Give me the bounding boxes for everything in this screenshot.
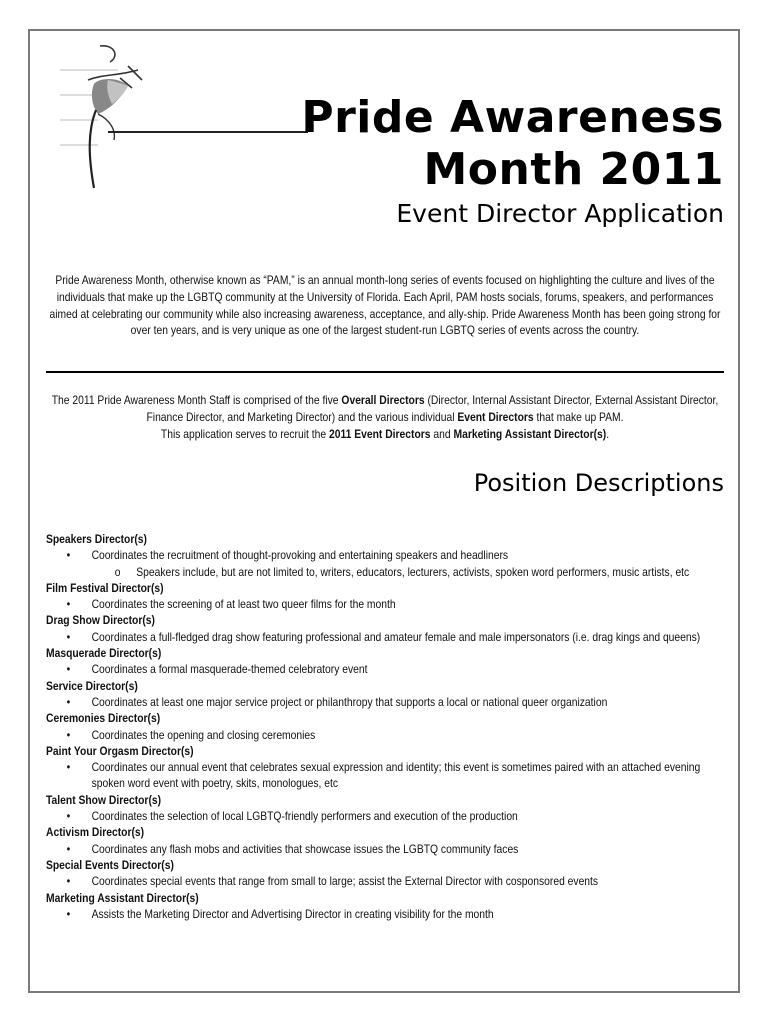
pride-figure-logo <box>58 40 153 190</box>
position-bullet <box>46 727 734 743</box>
page-title <box>301 92 724 196</box>
intro-paragraph <box>49 272 721 339</box>
bullet-marker: • <box>66 809 71 824</box>
bullet-marker: • <box>66 597 71 612</box>
position-heading: Activism Director(s) <box>46 825 145 840</box>
position-heading: Film Festival Director(s) <box>46 580 164 595</box>
staff-paragraph <box>46 392 724 442</box>
position-heading: Ceremonies Director(s) <box>46 711 161 726</box>
staff-bold-text: Event Directors <box>457 409 534 424</box>
section-divider <box>46 371 724 373</box>
position-heading: Drag Show Director(s) <box>46 613 155 628</box>
staff-text: (Director, Internal Assistant Director, External Assistant Director, Finance Director, and Marketing Director) and the various individual <box>146 393 719 424</box>
position-bullet <box>46 808 734 824</box>
bullet-marker: • <box>66 727 71 742</box>
position-heading: Talent Show Director(s) <box>46 792 162 807</box>
bullet-marker: • <box>66 662 71 677</box>
page-subtitle: Event Director Application <box>396 199 724 228</box>
position-heading: Marketing Assistant Director(s) <box>46 890 199 905</box>
bullet-marker: • <box>66 906 71 921</box>
bullet-marker: • <box>66 548 71 563</box>
position-bullet-text: Coordinates our annual event that celebrates sexual expression and identity; this event is sometimes paired with an attached evening spoken word event with poetry, skits, monologues, etc <box>91 760 701 791</box>
position-bullet <box>46 841 734 857</box>
position-bullet-text: Coordinates special events that range from small to large; assist the External Director with cosponsored events <box>91 874 599 889</box>
staff-bold-text: Overall Directors <box>341 393 425 407</box>
staff-bold-text: Marketing Assistant Director(s) <box>453 426 607 441</box>
position-bullet-text: Coordinates the recruitment of thought-provoking and entertaining speakers and headliners <box>91 548 509 563</box>
staff-text: and <box>430 426 454 441</box>
title-rule <box>108 131 308 133</box>
positions-list-inner <box>46 531 734 922</box>
position-heading: Masquerade Director(s) <box>46 646 162 661</box>
staff-text: . <box>606 426 610 441</box>
position-bullet <box>46 629 734 645</box>
sub-bullet-marker: o <box>114 564 121 579</box>
position-bullet-text: Coordinates a full-fledged drag show featuring professional and amateur female and male impersonators (i.e. drag kings and queens) <box>91 629 701 644</box>
position-bullet <box>46 759 734 792</box>
position-bullet <box>46 547 734 563</box>
position-bullet-text: Assists the Marketing Director and Advertising Director in creating visibility for the month <box>91 906 494 921</box>
intro-text: Pride Awareness Month, otherwise known as “PAM,” is an annual month-long series of events focused on highlighting the culture and lives of the individuals that make up the LGBTQ community at the University of Florida. Each April, PAM hosts socials, forums, speakers, and performances aimed at celebrating our community while also increasing awareness, acceptance, and ally-ship. Pride Awareness Month has been going strong for over ten years, and is very unique as one of the largest student-run LGBTQ series of events across the country. <box>49 273 721 338</box>
position-bullet-text: Coordinates the selection of local LGBTQ-friendly performers and execution of the production <box>91 809 518 824</box>
position-heading: Speakers Director(s) <box>46 532 147 546</box>
bullet-marker: • <box>66 694 71 709</box>
bullet-marker: • <box>66 874 71 889</box>
position-bullet <box>46 873 734 889</box>
staff-text: This application serves to recruit the <box>160 426 329 441</box>
position-heading: Paint Your Orgasm Director(s) <box>46 743 194 758</box>
position-bullet-text: Coordinates at least one major service project or philanthropy that supports a local or national queer organization <box>91 694 608 709</box>
staff-text: The 2011 Pride Awareness Month Staff is comprised of the five <box>51 393 342 407</box>
position-bullet <box>46 906 734 922</box>
position-bullet-text: Coordinates the screening of at least two queer films for the month <box>91 597 396 612</box>
position-bullet-text: Coordinates the opening and closing ceremonies <box>91 727 316 742</box>
position-sub-bullet <box>46 564 734 580</box>
position-heading: Special Events Director(s) <box>46 857 174 872</box>
position-bullet <box>46 661 734 677</box>
position-heading: Service Director(s) <box>46 678 138 693</box>
title-line-1: Pride Awareness <box>301 92 724 143</box>
bullet-marker: • <box>66 760 71 775</box>
section-title-positions: Position Descriptions <box>473 469 724 497</box>
bullet-marker: • <box>66 629 71 644</box>
staff-text: that make up PAM. <box>533 409 624 424</box>
bullet-marker: • <box>66 841 71 856</box>
position-bullet <box>46 596 734 612</box>
position-bullet <box>46 694 734 710</box>
positions-list <box>46 531 736 922</box>
title-line-2: Month 2011 <box>423 144 724 195</box>
staff-bold-text: 2011 Event Directors <box>328 426 431 441</box>
position-bullet-text: Coordinates a formal masquerade-themed celebratory event <box>91 662 368 677</box>
position-sub-bullet-text: Speakers include, but are not limited to, writers, educators, lecturers, activists, spoken word performers, music artists, etc <box>136 564 690 579</box>
position-bullet-text: Coordinates any flash mobs and activities that showcase issues the LGBTQ community faces <box>91 841 519 856</box>
